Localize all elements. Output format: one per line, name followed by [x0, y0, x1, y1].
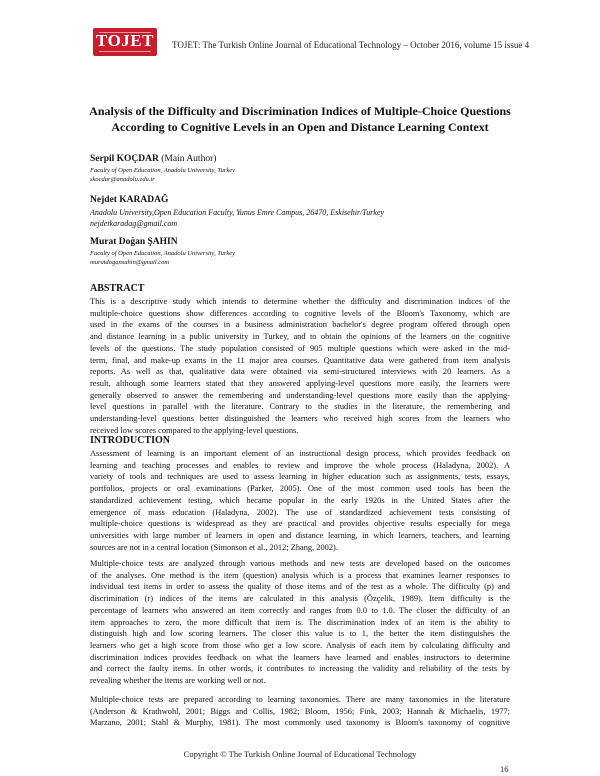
text-line: This is a descriptive study which intends to determine whether the difficulty and discrimination indices of the	[90, 297, 510, 306]
author-email: muratdogansahin@gmail.com	[90, 259, 170, 266]
text-line: distinguish high and low scoring learners. The closer this value is to 1, the better the item distinguishes the	[90, 629, 510, 639]
text-line: generally observed to answer the remembering and understanding-level questions more easily than the applying-	[90, 390, 510, 400]
logo-text: TOJET	[96, 31, 154, 50]
author-affiliation: Anadolu University,Open Education Faculty, Yunus Emre Campus, 26470, Eskisehir/Turkey	[90, 208, 385, 217]
text-line: emergence of mass education (Haladyna, 2002). The use of standardized achievement tests consisting of	[90, 507, 510, 517]
text-line: universities with large number of learners in open and distance learning, in which learners, teachers, and learning	[90, 530, 510, 540]
logo-stripe	[99, 51, 151, 52]
text-line: result, although some learners stated that they answered applying-level questions more easily, the learners were	[90, 378, 510, 388]
page-number: 16	[500, 764, 509, 774]
text-line: item approaches to zero, the more difficult that item is. The discrimination index of an item is the ability to	[90, 617, 510, 627]
text-line: percentage of learners who answered an item correctly and ranges from 0.0 to 1.0. The closer the difficulty of an	[90, 605, 510, 615]
author-name-line	[90, 153, 510, 166]
text-line: levels of the questions. The study population consisted of 905 multiple questions which were asked in the mid-	[90, 343, 510, 353]
text-line: learning and teaching processes and enables to review and improve the whole process (Haladyna, 2002). A	[90, 460, 510, 470]
text-line: discrimination (r) indices of the items are calculated in this analysis (Özçelik, 1989). Item difficulty is the	[90, 594, 510, 604]
author-role: (Main Author)	[158, 154, 217, 164]
paper-title	[85, 103, 515, 135]
author-email: nejdetkaradag@gmail.com	[90, 219, 178, 228]
author-email: skocdar@anadolu.edu.tr	[90, 176, 155, 183]
introduction-paragraph	[90, 448, 510, 553]
introduction-heading: INTRODUCTION	[90, 435, 171, 446]
text-line: revealing whether the items are working well or not.	[90, 676, 266, 686]
text-line: Assessment of learning is an important element of an instructional design process, which provides feedback on	[90, 449, 510, 458]
text-line: of the analyses. One method is the item (question) analysis which is a process that examines learner responses to	[90, 570, 510, 580]
text-line: and correct the faulty items. In other words, it contributes to increasing the validity and reliability of the tests by	[90, 664, 510, 674]
text-line: level questions in parallel with the literature. Contrary to the studies in the literature, the remembering and	[90, 402, 510, 412]
author-block	[90, 153, 510, 184]
text-line: multiple-choice questions is widespread as they are practical and provides objective results especially for mega	[90, 519, 510, 529]
author-name: Murat Doğan ŞAHIN	[90, 237, 178, 247]
text-line: standardized achievement testing, which became popular in the early 1920s in the United States after the	[90, 495, 510, 505]
author-block	[90, 194, 510, 229]
text-line: reports. As well as that, qualitative data were obtained via semi-structured interviews with 20 learners. As a	[90, 367, 510, 377]
author-name: Nejdet KARADAĞ	[90, 195, 169, 205]
author-name: Serpil KOÇDAR	[90, 154, 159, 164]
author-affiliation: Faculty of Open Education, Anadolu University, Turkey	[90, 250, 236, 257]
journal-header: TOJET: The Turkish Online Journal of Educational Technology – October 2016, volume 15 issue 4	[172, 40, 530, 50]
title-line: Analysis of the Difficulty and Discrimination Indices of Multiple-Choice Questions	[89, 104, 511, 118]
text-line: sources are not in a central location (Simonson et al., 2012; Zhang, 2002).	[90, 542, 338, 552]
text-line: discrimination indices provides feedback on what the learners have learned and enables instructors to determine	[90, 652, 510, 662]
text-line: received low scores compared to the applying-level questions.	[90, 425, 299, 435]
text-line: learners who get a high score from those who get a low score. Analysis of each item by calculating difficulty and	[90, 640, 510, 650]
text-line: Multiple-choice tests are prepared according to learning taxonomies. There are many taxonomies in the literature	[90, 695, 510, 704]
author-affiliation: Faculty of Open Education, Anadolu University, Turkey	[90, 167, 236, 174]
text-line: portfolios, projects or oral examinations (Parker, 2005). One of the most common used tools has been the	[90, 484, 510, 494]
introduction-paragraph	[90, 558, 510, 687]
text-line: term, final, and make-up exams in the 11 major area courses. Quantitative data were gathered from item analysis	[90, 355, 510, 365]
text-line: (Anderson & Krathwohl, 2001; Biggs and Collis, 1982; Bloom, 1956; Fink, 2003; Hannah & Michaelis, 1977;	[90, 706, 510, 716]
introduction-paragraph	[90, 694, 510, 729]
journal-logo	[93, 28, 157, 56]
text-line: and distance learning in a public university in Turkey, and to obtain the opinions of the learners on the cognitive	[90, 332, 510, 342]
abstract-body	[90, 296, 510, 436]
abstract-heading: ABSTRACT	[90, 283, 145, 294]
text-line: understanding-level questions better distinguished the learners who received high scores from the learners who	[90, 414, 510, 424]
text-line: individual test items in order to assess the quality of those items and of the test as a whole. The difficulty (p) and	[90, 582, 510, 592]
author-block	[90, 236, 510, 267]
copyright-footer: Copyright © The Turkish Online Journal of Educational Technology	[183, 749, 417, 759]
text-line: Multiple-choice tests are analyzed through various methods and new tests are developed based on the outcomes	[90, 559, 510, 568]
text-line: variety of tools and techniques are used to assess learning in higher education such as assignments, tests, essays,	[90, 472, 510, 482]
text-line: used in the exams of the courses in a business administration bachelor's degree program offered through open	[90, 320, 510, 330]
title-line: According to Cognitive Levels in an Open and Distance Learning Context	[111, 120, 489, 134]
text-line: Marzano, 2001; Stahl & Murphy, 1981). The most commonly used taxonomy is Bloom's taxonomy of cognitive	[90, 718, 510, 728]
text-line: multiple-choice questions show differences according to cognitive levels of the Bloom's Taxonomy, which are	[90, 308, 510, 318]
